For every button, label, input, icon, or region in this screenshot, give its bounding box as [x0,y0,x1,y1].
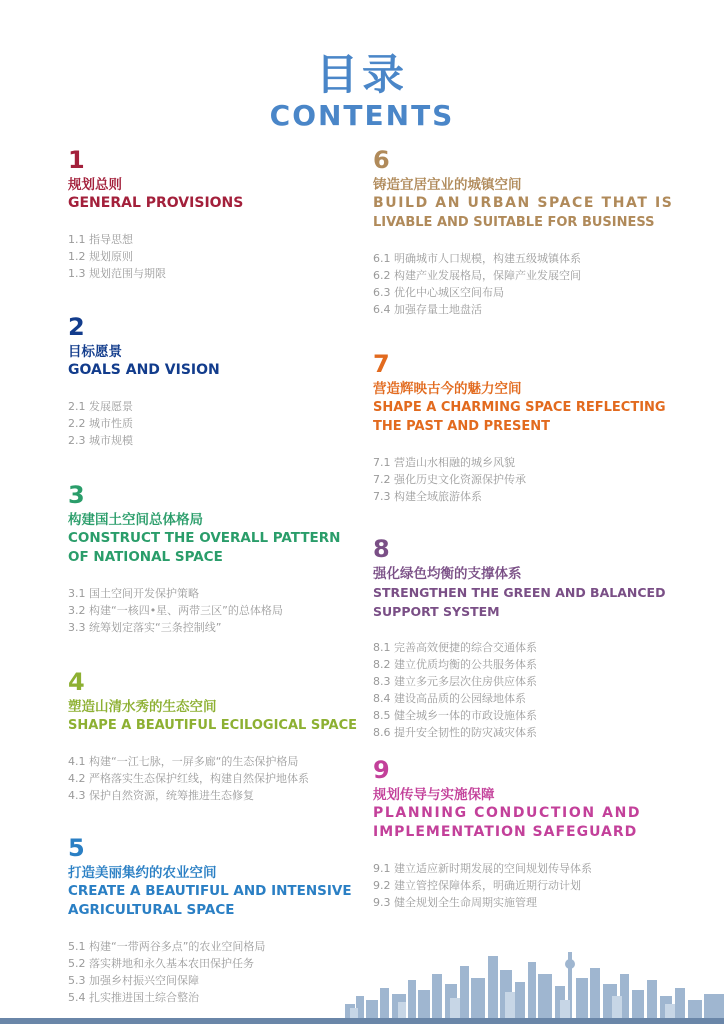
toc-item[interactable]: 9.2 建立管控保障体系，明确近期行动计划 [373,879,581,892]
toc-item[interactable]: 2.1 发展愿景 [68,400,133,413]
section-items [68,231,243,282]
section-title-en: CONSTRUCT THE OVERALL PATTERN [68,530,341,546]
section-title-en-line2: LIVABLE AND SUITABLE FOR BUSINESS [373,215,655,230]
section-title-en-line2: IMPLEMENTATION SAFEGUARD [373,824,638,840]
toc-section-6[interactable] [373,146,673,318]
toc-item[interactable]: 5.4 扎实推进国土综合整治 [68,991,199,1004]
toc-item[interactable]: 1.3 规划范围与期限 [68,267,166,280]
section-title-en: BUILD AN URBAN SPACE THAT IS [373,195,674,211]
section-title-en: SHAPE A CHARMING SPACE REFLECTING [373,400,666,415]
section-items [373,250,673,318]
section-title-cn: 营造辉映古今的魅力空间 [373,381,522,397]
toc-item[interactable]: 4.2 严格落实生态保护红线，构建自然保护地体系 [68,772,309,785]
toc-item[interactable]: 3.3 统筹划定落实“三条控制线” [68,621,222,634]
toc-item[interactable]: 8.5 健全城乡一体的市政设施体系 [373,709,537,722]
toc-item[interactable]: 3.2 构建“一核四•星、两带三区”的总体格局 [68,604,283,617]
section-items [373,454,666,505]
toc-section-9[interactable] [373,756,641,911]
toc-item[interactable]: 2.3 城市规模 [68,434,133,447]
section-title-en: CREATE A BEAUTIFUL AND INTENSIVE [68,883,352,899]
toc-item[interactable]: 7.2 强化历史文化资源保护传承 [373,473,526,486]
section-title-en: GOALS AND VISION [68,362,220,378]
toc-section-3[interactable] [68,481,340,636]
page-header [0,50,724,132]
toc-item[interactable]: 4.3 保护自然资源，统筹推进生态修复 [68,789,254,802]
section-number: 8 [373,535,390,563]
section-items [68,753,357,804]
section-number: 2 [68,313,85,341]
section-items [373,860,641,911]
toc-item[interactable]: 8.4 建设高品质的公园绿地体系 [373,692,526,705]
toc-item[interactable]: 5.3 加强乡村振兴空间保障 [68,974,199,987]
toc-item[interactable]: 5.2 落实耕地和永久基本农田保护任务 [68,957,254,970]
toc-section-1[interactable] [68,146,243,282]
toc-item[interactable]: 6.1 明确城市人口规模，构建五级城镇体系 [373,252,581,265]
section-title-en-line2: AGRICULTURAL SPACE [68,902,235,918]
toc-item[interactable]: 1.2 规划原则 [68,250,133,263]
toc-item[interactable]: 1.1 指导思想 [68,233,133,246]
toc-item[interactable]: 8.3 建立多元多层次住房供应体系 [373,675,537,688]
toc-item[interactable]: 6.3 优化中心城区空间布局 [373,286,504,299]
toc-item[interactable]: 4.1 构建“一江七脉，一屏多廊“的生态保护格局 [68,755,299,768]
section-title-cn: 规划传导与实施保障 [373,787,495,803]
section-number: 5 [68,834,85,862]
toc-item[interactable]: 6.4 加强存量土地盘活 [373,303,482,316]
toc-item[interactable]: 7.3 构建全域旅游体系 [373,490,482,503]
section-items [68,585,340,636]
section-title-cn: 构建国土空间总体格局 [68,512,203,528]
section-title-en: PLANNING CONDUCTION AND [373,805,642,821]
section-title-cn: 塑造山清水秀的生态空间 [68,699,217,715]
toc-section-8[interactable] [373,535,665,741]
toc-item[interactable]: 8.6 提升安全韧性的防灾减灾体系 [373,726,537,739]
toc-item[interactable]: 8.1 完善高效便捷的综合交通体系 [373,641,537,654]
page-title-cn: 目录 [315,50,408,99]
section-items [373,639,665,741]
section-title-cn: 打造美丽集约的农业空间 [68,865,217,881]
section-number: 6 [373,146,390,174]
toc-section-2[interactable] [68,313,220,449]
toc-item[interactable]: 9.3 健全规划全生命周期实施管理 [373,896,537,909]
section-number: 4 [68,668,85,696]
section-items [68,398,220,449]
section-title-cn: 强化绿色均衡的支撑体系 [373,566,522,582]
city-skyline-illustration [0,944,724,1024]
toc-item[interactable]: 3.1 国土空间开发保护策略 [68,587,199,600]
section-title-en-line2: OF NATIONAL SPACE [68,549,223,565]
section-number: 1 [68,146,85,174]
toc-section-7[interactable] [373,350,666,505]
toc-section-4[interactable] [68,668,357,804]
toc-item[interactable]: 7.1 营造山水相融的城乡风貌 [373,456,515,469]
toc-item[interactable]: 2.2 城市性质 [68,417,133,430]
section-number: 9 [373,756,390,784]
section-number: 3 [68,481,85,509]
section-title-cn: 规划总则 [68,177,122,193]
section-title-en: SHAPE A BEAUTIFUL ECILOGICAL SPACE [68,718,358,733]
section-title-en: STRENGTHEN THE GREEN AND BALANCED [373,585,666,600]
section-title-en-line2: THE PAST AND PRESENT [373,419,550,434]
toc-item[interactable]: 5.1 构建“一带两谷多点”的农业空间格局 [68,940,266,953]
page-title-en: CONTENTS [269,99,455,132]
section-title-en: GENERAL PROVISIONS [68,195,244,211]
section-title-cn: 目标愿景 [68,344,122,360]
toc-item[interactable]: 9.1 建立适应新时期发展的空间规划传导体系 [373,862,592,875]
section-title-cn: 铸造宜居宜业的城镇空间 [373,177,522,193]
toc-item[interactable]: 6.2 构建产业发展格局，保障产业发展空间 [373,269,581,282]
toc-item[interactable]: 8.2 建立优质均衡的公共服务体系 [373,658,537,671]
section-title-en-line2: SUPPORT SYSTEM [373,604,500,619]
section-number: 7 [373,350,390,378]
